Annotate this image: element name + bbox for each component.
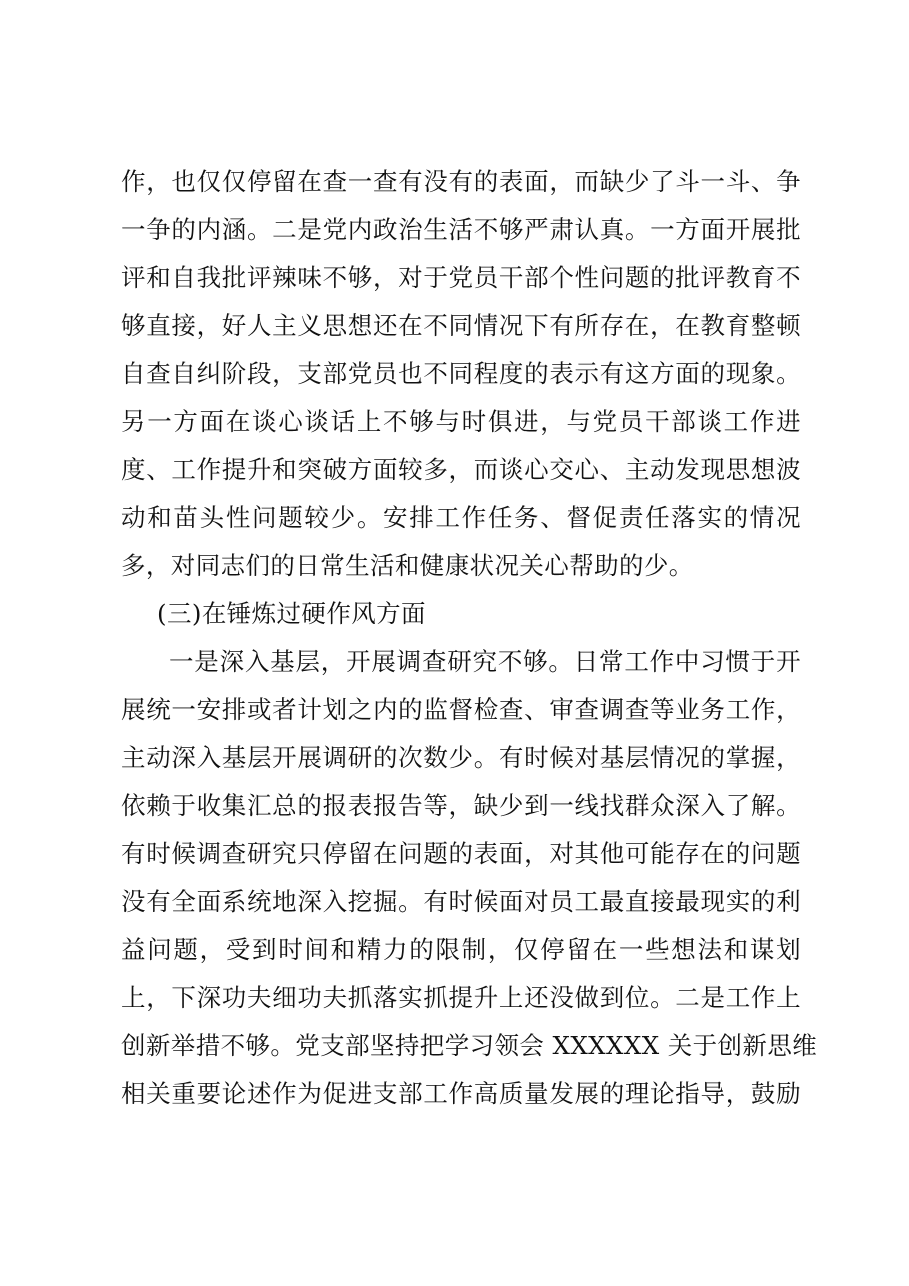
text-line: 另一方面在谈心谈话上不够与时俱进，与党员干部谈工作进 — [121, 407, 801, 436]
text-line: 展统一安排或者计划之内的监督检查、审查调查等业务工作， — [121, 695, 801, 724]
paragraph-2 — [121, 638, 818, 1118]
text-line: 上，下深功夫细功夫抓落实抓提升上还没做到位。二是工作上 — [121, 983, 801, 1012]
text-line: 有时候调查研究只停留在问题的表面，对其他可能存在的问题 — [121, 839, 801, 868]
text-line: 动和苗头性问题较少。安排工作任务、督促责任落实的情况 — [121, 503, 801, 532]
text-line: 没有全面系统地深入挖掘。有时候面对员工最直接最现实的利 — [121, 887, 801, 916]
text-line: 度、工作提升和突破方面较多，而谈心交心、主动发现思想波 — [121, 455, 801, 484]
text-line: 主动深入基层开展调研的次数少。有时候对基层情况的掌握， — [121, 743, 801, 772]
section-heading: (三)在锤炼过硬作风方面 — [157, 599, 426, 628]
paragraph-1 — [121, 158, 801, 590]
text-line: 益问题，受到时间和精力的限制，仅停留在一些想法和谋划 — [121, 935, 801, 964]
text-line: 一争的内涵。二是党内政治生活不够严肃认真。一方面开展批 — [121, 215, 801, 244]
document-body — [121, 158, 818, 1118]
text-line: 作，也仅仅停留在查一查有没有的表面，而缺少了斗一斗、争 — [121, 167, 801, 196]
text-line: 评和自我批评辣味不够，对于党员干部个性问题的批评教育不 — [121, 263, 801, 292]
text-line: 多，对同志们的日常生活和健康状况关心帮助的少。 — [121, 551, 694, 580]
text-line: 够直接，好人主义思想还在不同情况下有所存在，在教育整顿 — [121, 311, 801, 340]
text-line: 自查自纠阶段，支部党员也不同程度的表示有这方面的现象。 — [121, 359, 801, 388]
text-line: 相关重要论述作为促进支部工作高质量发展的理论指导，鼓励 — [121, 1079, 801, 1108]
text-line: 依赖于收集汇总的报表报告等，缺少到一线找群众深入了解。 — [121, 791, 801, 820]
text-line: 一是深入基层，开展调查研究不够。日常工作中习惯于开 — [169, 647, 801, 676]
text-line: 创新举措不够。党支部坚持把学习领会 XXXXXX 关于创新思维 — [121, 1031, 818, 1060]
